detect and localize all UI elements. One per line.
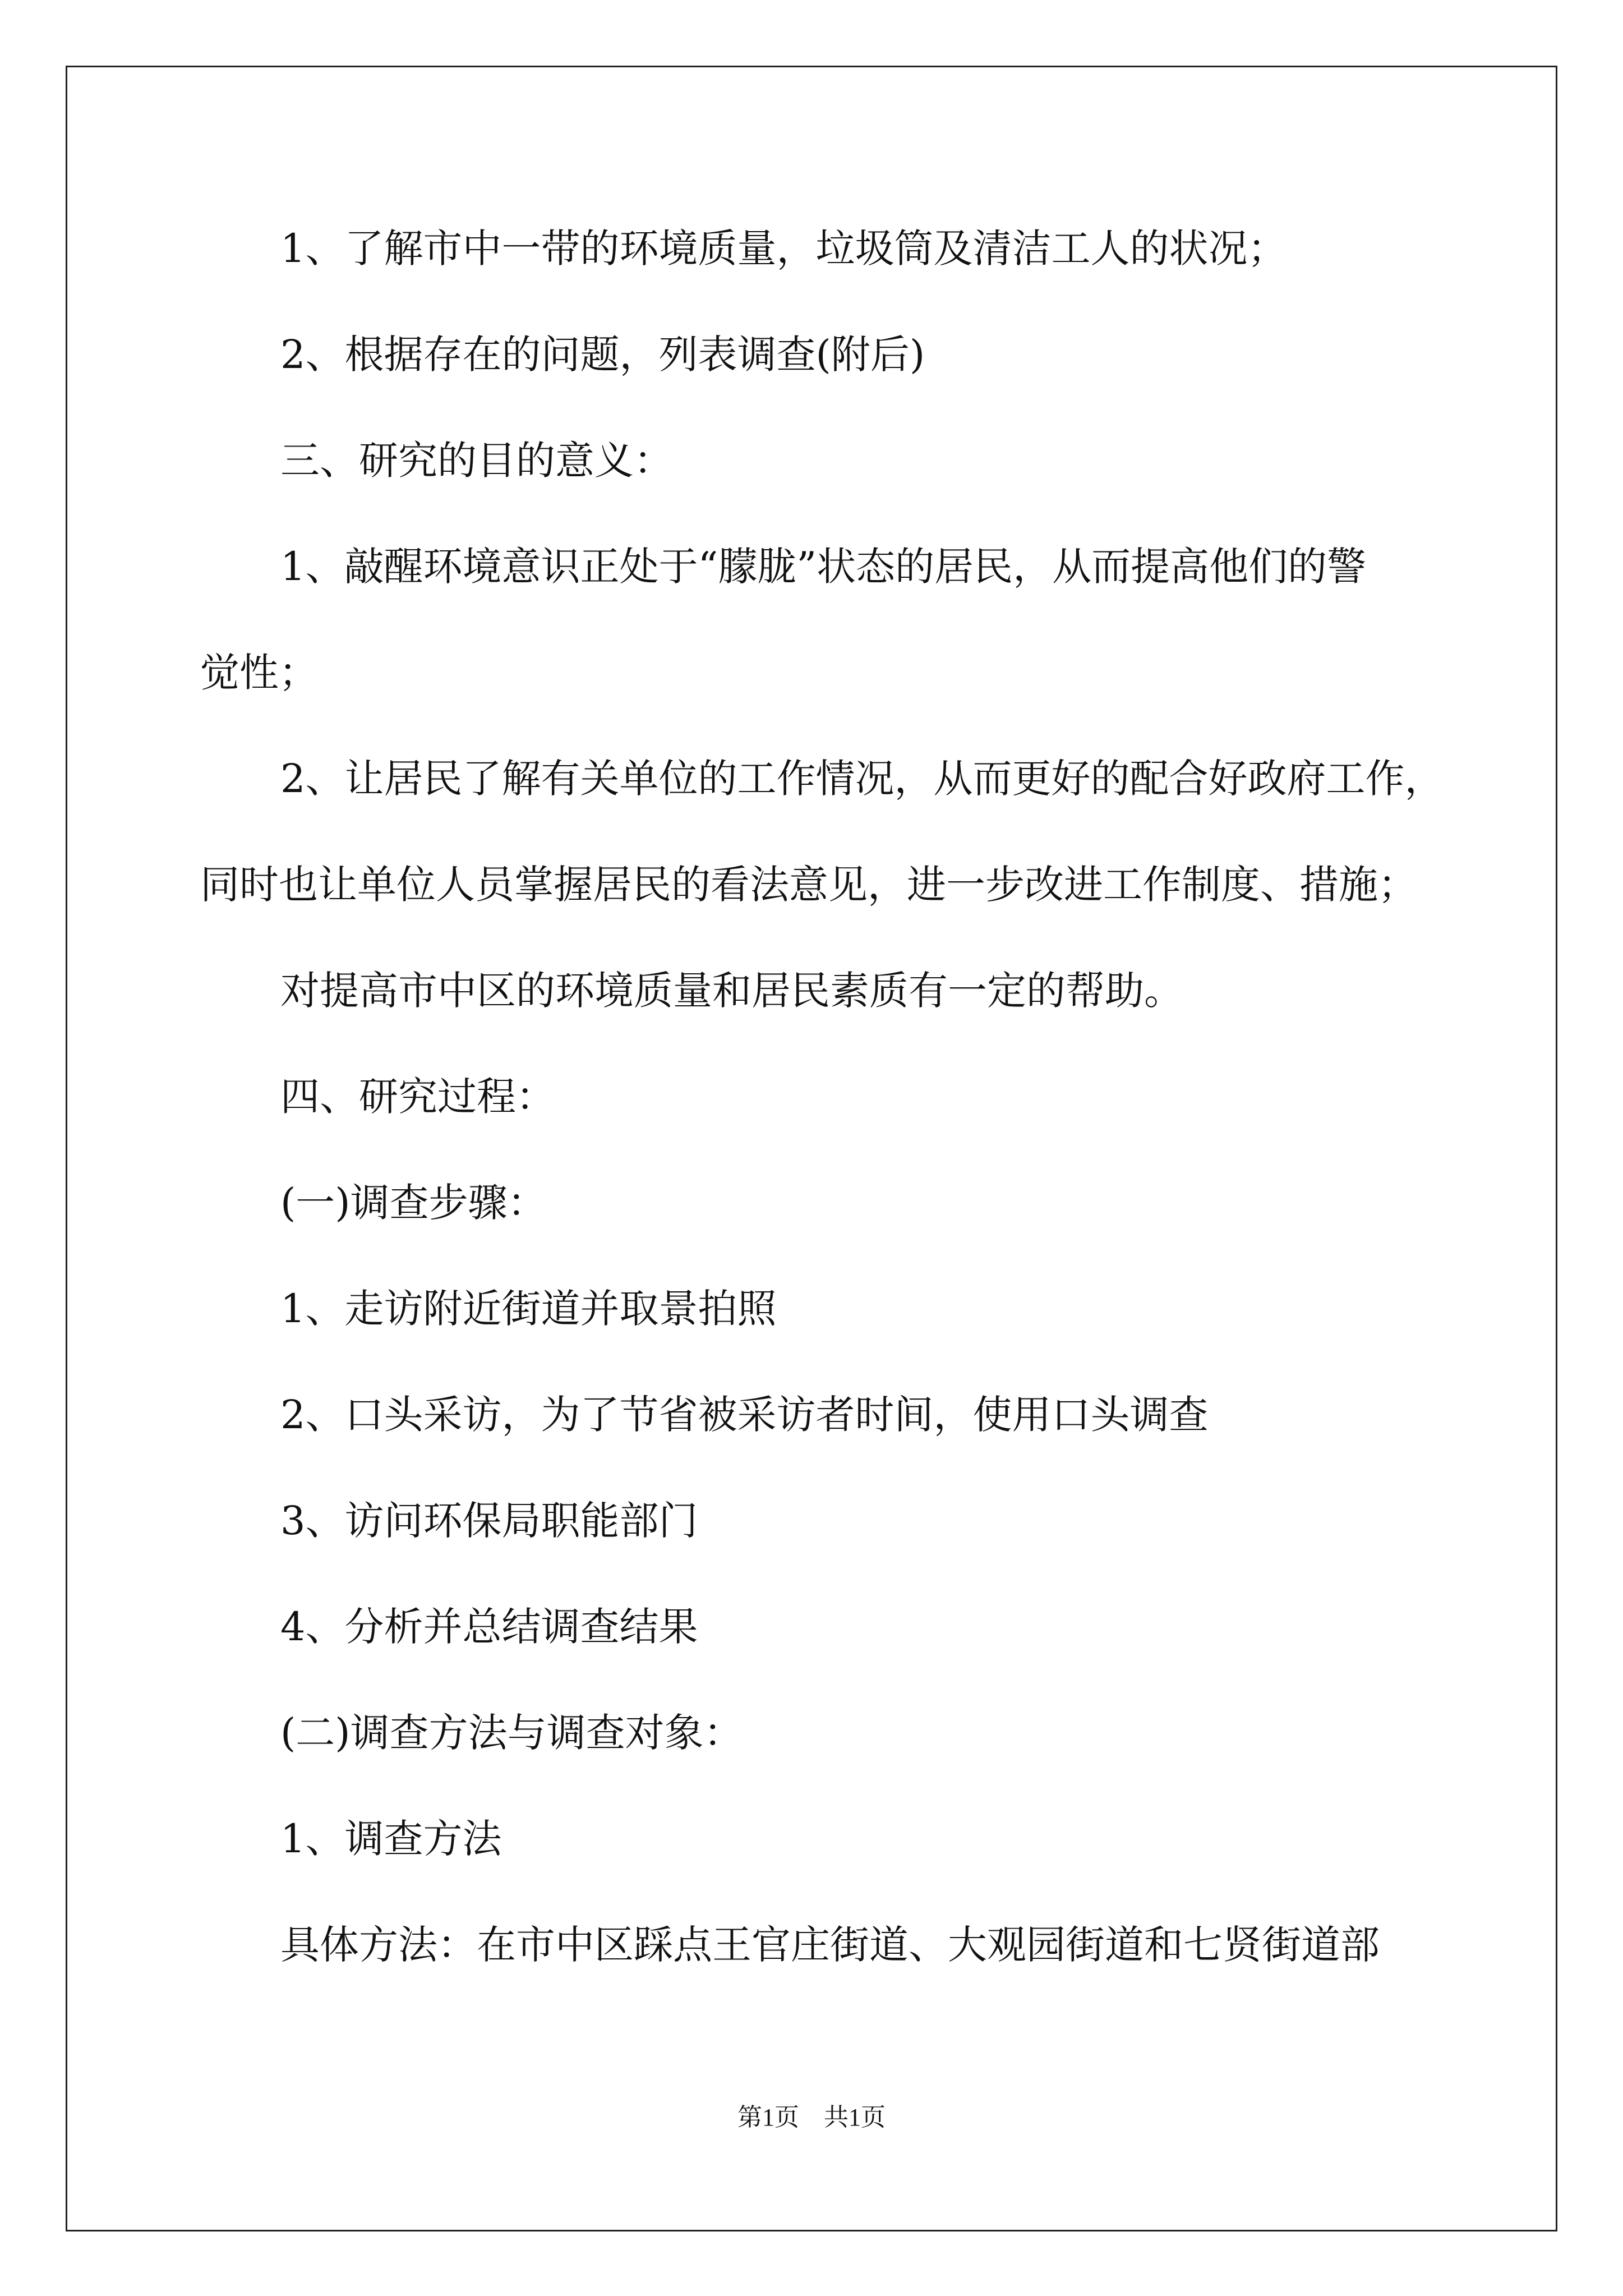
paragraph-5: 觉性； [200, 650, 318, 696]
paragraph-1: 1、了解市中一带的环境质量，垃圾筒及清洁工人的状况； [280, 226, 1287, 272]
step-2: 2、口头采访，为了节省被采访者时间，使用口头调查 [280, 1392, 1209, 1438]
subsection-heading-2: (二)调查方法与调查对象： [280, 1710, 743, 1756]
document-body [200, 218, 1444, 2020]
paragraph-4: 1、敲醒环境意识正处于“朦胧”状态的居民，从而提高他们的警 [280, 544, 1367, 590]
paragraph-2: 2、根据存在的问题，列表调查(附后) [280, 332, 925, 378]
method-heading: 1、调查方法 [280, 1816, 502, 1862]
step-1: 1、走访附近街道并取景拍照 [280, 1286, 777, 1332]
step-3: 3、访问环保局职能部门 [280, 1498, 698, 1544]
paragraph-method: 具体方法：在市中区踩点王官庄街道、大观园街道和七贤街道部 [280, 1922, 1380, 1968]
paragraph-8: 对提高市中区的环境质量和居民素质有一定的帮助。 [280, 968, 1183, 1014]
paragraph-7: 同时也让单位人员掌握居民的看法意见，进一步改进工作制度、措施； [200, 862, 1417, 908]
step-4: 4、分析并总结调查结果 [280, 1604, 698, 1650]
section-heading-3: 三、研究的目的意义： [280, 438, 673, 484]
subsection-heading-1: (一)调查步骤： [280, 1180, 547, 1226]
paragraph-6: 2、让居民了解有关单位的工作情况，从而更好的配合好政府工作， [280, 756, 1444, 802]
section-heading-4: 四、研究过程： [280, 1074, 555, 1120]
page-footer: 第1页 共1页 [737, 2104, 886, 2131]
